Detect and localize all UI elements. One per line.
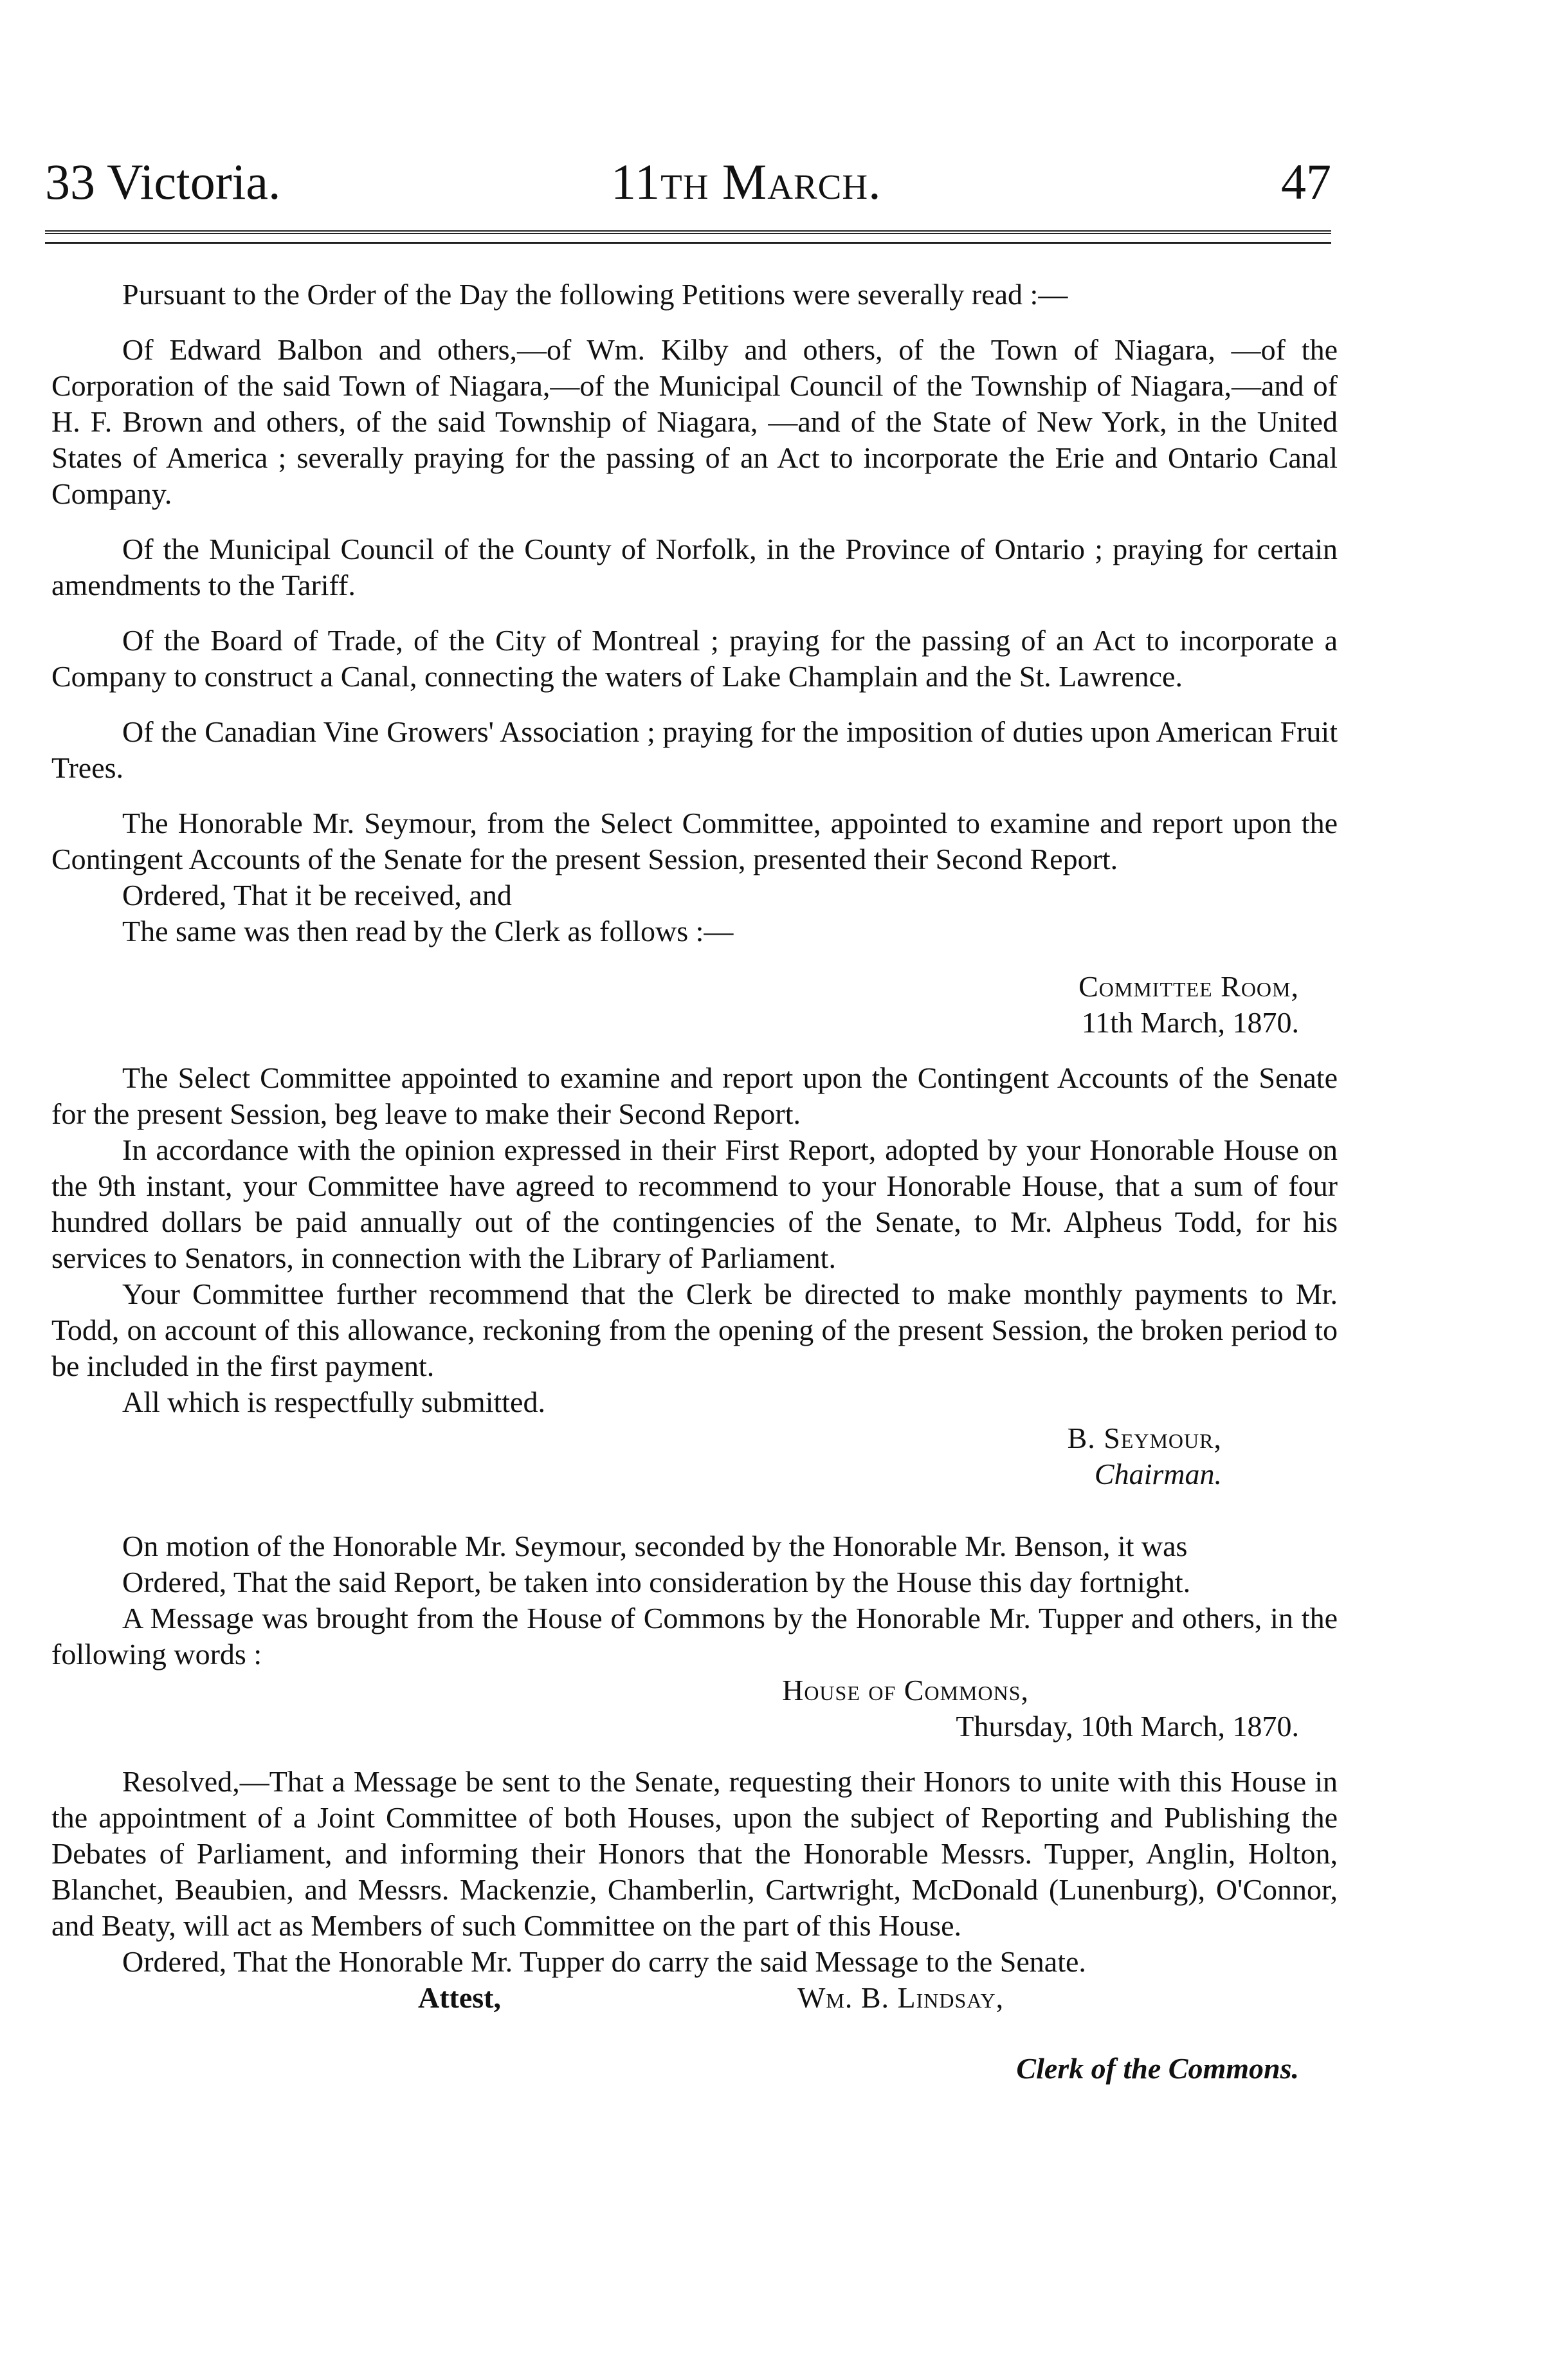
attestation <box>51 1980 1338 2051</box>
read-by-clerk: The same was then read by the Clerk as follows :— <box>122 915 734 947</box>
petitions-intro: Pursuant to the Order of the Day the following Petitions were severally read :— <box>122 278 1068 311</box>
seymour-presentation: The Honorable Mr. Seymour, from the Select Committee, appointed to examine and report upon the Contingent Accounts of the Senate for the present Session, presented their Second Report. <box>51 807 1338 875</box>
report-intro: The Select Committee appointed to examine and report upon the Contingent Accounts of the Senate for the present Session, beg leave to make their Second Report. <box>51 1061 1338 1130</box>
report-payments: Your Committee further recommend that the Clerk be directed to make monthly payments to Mr. Todd, on account of this allowance, reckoning from the opening of the present Session, the broken period to be included in the first payment. <box>51 1277 1338 1382</box>
page-body <box>51 277 1338 2087</box>
header-date: 11th March. <box>611 154 882 210</box>
petition-niagara: Of Edward Balbon and others,—of Wm. Kilby and others, of the Town of Niagara, —of the Corporation of the said Town of Niagara,—of the Municipal Council of the Township of Niagara,—and of H. F. Brown and others, of the said Township of Niagara, —and of the State of New York, in the United States of America ; severally praying for the passing of an Act to incorporate the Erie and Ontario Canal Company. <box>51 333 1338 510</box>
report-submitted: All which is respectfully submitted. <box>122 1386 545 1418</box>
attest-label: Attest, <box>418 1981 501 2014</box>
resolution-text: Resolved,—That a Message be sent to the Senate, requesting their Honors to unite with this House in the appointment of a Joint Committee of both Houses, upon the subject of Reporting and Publishing the Debates of Parliament, and informing their Honors that the Honorable Messrs. Tupper, Anglin, Holton, Blanchet, Beaubien, and Messrs. Mackenzie, Chamberlin, Cartwright, McDonald (Lunenburg), O'Connor, and Beaty, will act as Members of such Committee on the part of this House. <box>51 1765 1338 1942</box>
petition-norfolk: Of the Municipal Council of the County of Norfolk, in the Province of Ontario ; praying for certain amendments to the Tariff. <box>51 533 1338 601</box>
page-header <box>45 153 1331 224</box>
header-rule-double <box>45 230 1331 237</box>
ordered-tupper: Ordered, That the Honorable Mr. Tupper do carry the said Message to the Senate. <box>122 1945 1086 1978</box>
petition-montreal: Of the Board of Trade, of the City of Montreal ; praying for the passing of an Act to incorporate a Company to construct a Canal, connecting the waters of Lake Champlain and the St. Lawrence. <box>51 624 1338 693</box>
header-rule <box>45 242 1331 244</box>
petition-vine-growers: Of the Canadian Vine Growers' Association ; praying for the imposition of duties upon American Fruit Trees. <box>51 715 1338 784</box>
clerk-title: Clerk of the Commons. <box>1016 2052 1299 2085</box>
commons-message: A Message was brought from the House of Commons by the Honorable Mr. Tupper and others, in the following words : <box>51 1602 1338 1671</box>
committee-date: 11th March, 1870. <box>1081 1006 1299 1039</box>
ordered-fortnight: Ordered, That the said Report, be taken into consideration by the House this day fortnight. <box>122 1566 1191 1598</box>
house-of-commons: House of Commons, <box>782 1674 1029 1707</box>
clerk-name: Wm. B. Lindsay, <box>797 1981 1005 2014</box>
committee-room: Committee Room, <box>1078 970 1299 1003</box>
page-number: 47 <box>1281 154 1331 210</box>
motion-seymour: On motion of the Honorable Mr. Seymour, seconded by the Honorable Mr. Benson, it was <box>122 1530 1188 1562</box>
signature-title: Chairman. <box>1094 1458 1222 1490</box>
commons-date: Thursday, 10th March, 1870. <box>956 1710 1299 1743</box>
regnal-year: 33 Victoria. <box>45 154 281 210</box>
report-recommendation: In accordance with the opinion expressed in their First Report, adopted by your Honorable House on the 9th instant, your Committee have agreed to recommend to your Honorable House, that a sum of four hundred dollars be paid annually out of the contingencies of the Senate, to Mr. Alpheus Todd, for his services to Senators, in connection with the Library of Parliament. <box>51 1133 1338 1274</box>
signature-name: B. Seymour, <box>1067 1422 1222 1454</box>
ordered-received: Ordered, That it be received, and <box>122 879 512 911</box>
